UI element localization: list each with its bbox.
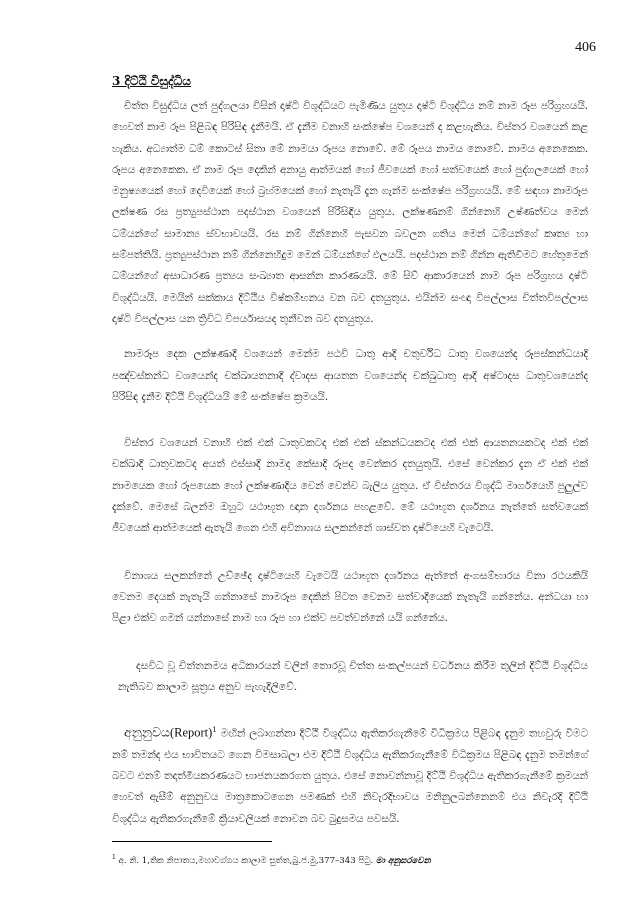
paragraph-6-text: මඟින් ලබාගන්නා දිට්ඨි විශුද්ධිය ඇතිකරගැනීමේ විධික්‍රමය පිළිබඳ දැනුම තහවුරු විමට නම් තමන්ද එය භාවිතයට ගෙන විමසාබලා එම දිට්ඨි විශුද්ධිය ඇතිකරගැනීමේ විධික්‍රමය පිළිබඳ දැනුම තමන්ගේ බවට එනම් තදාත්මීයකරණයට භාජනයකරගත යුතුය. එසේ නොවන්නාවූ දිට්ඨි විශුද්ධිය ඇතිකරගැනීමේ ක්‍රමයන් හෙවත් ඇසීම් අනුනුවය මාත්‍රකොටගෙන පමණක් එහි නිවැරදිභාවය මනිනුලබන්නෙනම් එය නිවැරදි දිට්ඨි විශුද්ධිය ඇතිකරගැනීමේ ක්‍රියාවලියක් නොවන බව බුදුසමය පවසයි. bbox=[112, 727, 588, 825]
page-number: 406 bbox=[575, 40, 596, 55]
page-body bbox=[112, 74, 588, 830]
section-heading: 3 දිට්ඨි විසුද්ධිය bbox=[112, 74, 191, 88]
paragraph-3: විස්තර වශයෙන් වනාහි එක් එක් ධාතුවකටද එක් එක් ස්කන්ධයකටද එක් එක් ආයතනයකටද එක් එක් චක්ඛාදි ධාතුවකටද අයත් ඵස්සාදි නාමද කේසාදි රූපද වෙන්කර දතයුතුයි. එසේ වෙන්කර දැන ඒ එක් එක් නාමයෙක හෝ රූපයෙක හෝ ලක්ෂණාදිය වෙන් වෙන්ව බැලිය යුතුය. ඒ විස්තරය විශුද්ධි මාර්ගයෙහි පුලුල්ව දැක්වේ. මෙසේ බලන්ම ඔහුට යථාභූත ඥාන දර්ශනය පහළවේ. මේ යථාභූත දර්ශනය නැත්තේ සත්වයෙක් ජීවයෙක් ආත්මයෙක් ඇතැයි ගෙන එහි අවිනාශය සලකන්නේ ශාස්වත දෘෂ්ටියෙහි වැටෙයි. bbox=[112, 437, 588, 535]
paragraph-6-lead: අනුනුවය(Report) bbox=[124, 725, 213, 740]
paragraph-5: දසවිධ වූ චිත්තනමය අධිකාරයන් වලින් තොරවූ චිත්ත සංකල්පයන් වර්ධනය කිරීම තුලින් දිට්ඨි විශුද්ධිය නැතිබව කාලාම සූත්‍රය අනුව පැහැදිලිවේ. bbox=[118, 659, 588, 693]
footnote-reference[interactable]: 1 bbox=[212, 726, 217, 735]
paragraph-6 bbox=[112, 720, 588, 830]
paragraph-1: චිත්ත විසුද්ධිය ලත් පුද්ගලයා විසින් දෘෂ්ටි විශුද්ධියට පැමිණිය යුතුය දෘෂ්ටි විශුද්ධිය නම් නාම රූප පරිග්‍රහයයි. හෙවත් නාම රූප පිළිබඳ පිරිසිඳ දැනීමයි. ඒ දැනීම වනාහි සංක්ෂේප වශයෙන් ද කළහැකිය. විස්තර වශයෙන් කළ හැකිය. අධ්‍යාත්ම ධම් කොටස් සිතා මේ නාමයා රූපය නොවේ. මේ රූපය නාමය නොවේ. නාමය අනෙකෙක. රූපය අනෙකෙක. ඒ නාම රූප දෙකින් අනායු ආත්මයක් හෝ ජීවයෙක් හෝ සත්වයෙක් හෝ පුද්ගලයෙක් හෝ මනුෂ්‍යයෙක් හෝ දෙවියෙක් හෝ බ්‍රහ්මයෙක් හෝ නැතැයි දැන ගැන්ම සංක්ෂේප පරිග්‍රහයයි. මේ සඳහා නාමරූප ලක්ෂණ රස ප්‍රත්‍යුපස්ථාන පදස්ථාන වශයෙන් පිරිසිඳිය යුතුය. ලක්ෂණනම් ගින්නෙහි උෂ්ණත්වය මෙන් ධම්යන්ගේ සාමාන්‍ය ස්වභාවයයි. රස නම් ගින්නෙහි පැසවන බවලන ගතිය මෙන් ධම්යන්ගේ කෘත්‍ය හා සම්පත්තියි. ප්‍රත්‍යුපස්ථාන නම් ගින්නෙහිදුම මෙන් ධම්යන්ගේ ඵලයයි. පදස්ථාන නම් ගින්න ඇතිවීමට හේතුමෙන් ධම්යන්ගේ අසාධාරණ ප්‍රත්‍යය සංඛ්‍යාත ආසන්න කාරණයයි. මේ සිව් ආකාරයෙන් නාම රූප පරිග්‍රහය දෘෂ්ටි විශුද්ධියයි. මෙයින් සක්කාය දිට්ඨිය විෂ්කම්භනය වන බව දතයුතුය. එයින්ම සංඥා විපල්ලාස චිත්තවිපල්ලාස දෘෂ්ටි විපල්ලාස යන ත්‍රිවිධ විපර්යාසයද තුනීවන බව දතයුතුය. bbox=[112, 100, 588, 325]
footnote-emphasis: මා අනුසරවෙන bbox=[375, 855, 431, 866]
footnote bbox=[112, 852, 588, 867]
paragraph-4: විනාශය සලකන්නේ උච්ඡේද දෘෂ්ටියෙහි වැටෙයි යථාභූත දර්ශනය ඇත්තේ අංගසම්භාරය විනා රථයකියි වෙනම දෙයක් නැතැයි ගන්නාසේ නාමරූප දෙකින් පිටත වෙනම සත්වාදියෙක් නැතැයි ගන්නේය. අන්ධයා හා පිළා එක්ව ගමන් යන්නාසේ නාම හා රූප හා එක්ව පවත්වන්නේ යයි ගන්නේය. bbox=[112, 569, 588, 625]
paragraph-2: නාමරූප දෙක ලක්ෂණාදි වශයෙන් මෙන්ම පඨවි ධාතු ආදි චතුර්විධ ධාතු වශයෙන්ද රූපස්කන්ධයාදි පඤ්චස්කන්ධ වශයෙන්ද චක්ඛායතනාදි ද්වාදස ආයතන වශයෙන්ද චක්ඛුධාතු ආදි අෂ්ටාදස ධාතුවශයෙන්ද පිරිසිඳ දැනීම දිට්ඨි විශුද්ධියයි මේ සංක්ෂේප ක්‍රමයයි. bbox=[112, 348, 588, 403]
footnote-divider bbox=[112, 841, 272, 842]
footnote-text: අ. නි. 1,තික නිපාතය,මහාවග්ගය කාලාම සුත්ත,බු.ජ.මු,377–343 පිටු. bbox=[115, 855, 376, 866]
footnote-marker: 1 bbox=[112, 854, 116, 861]
